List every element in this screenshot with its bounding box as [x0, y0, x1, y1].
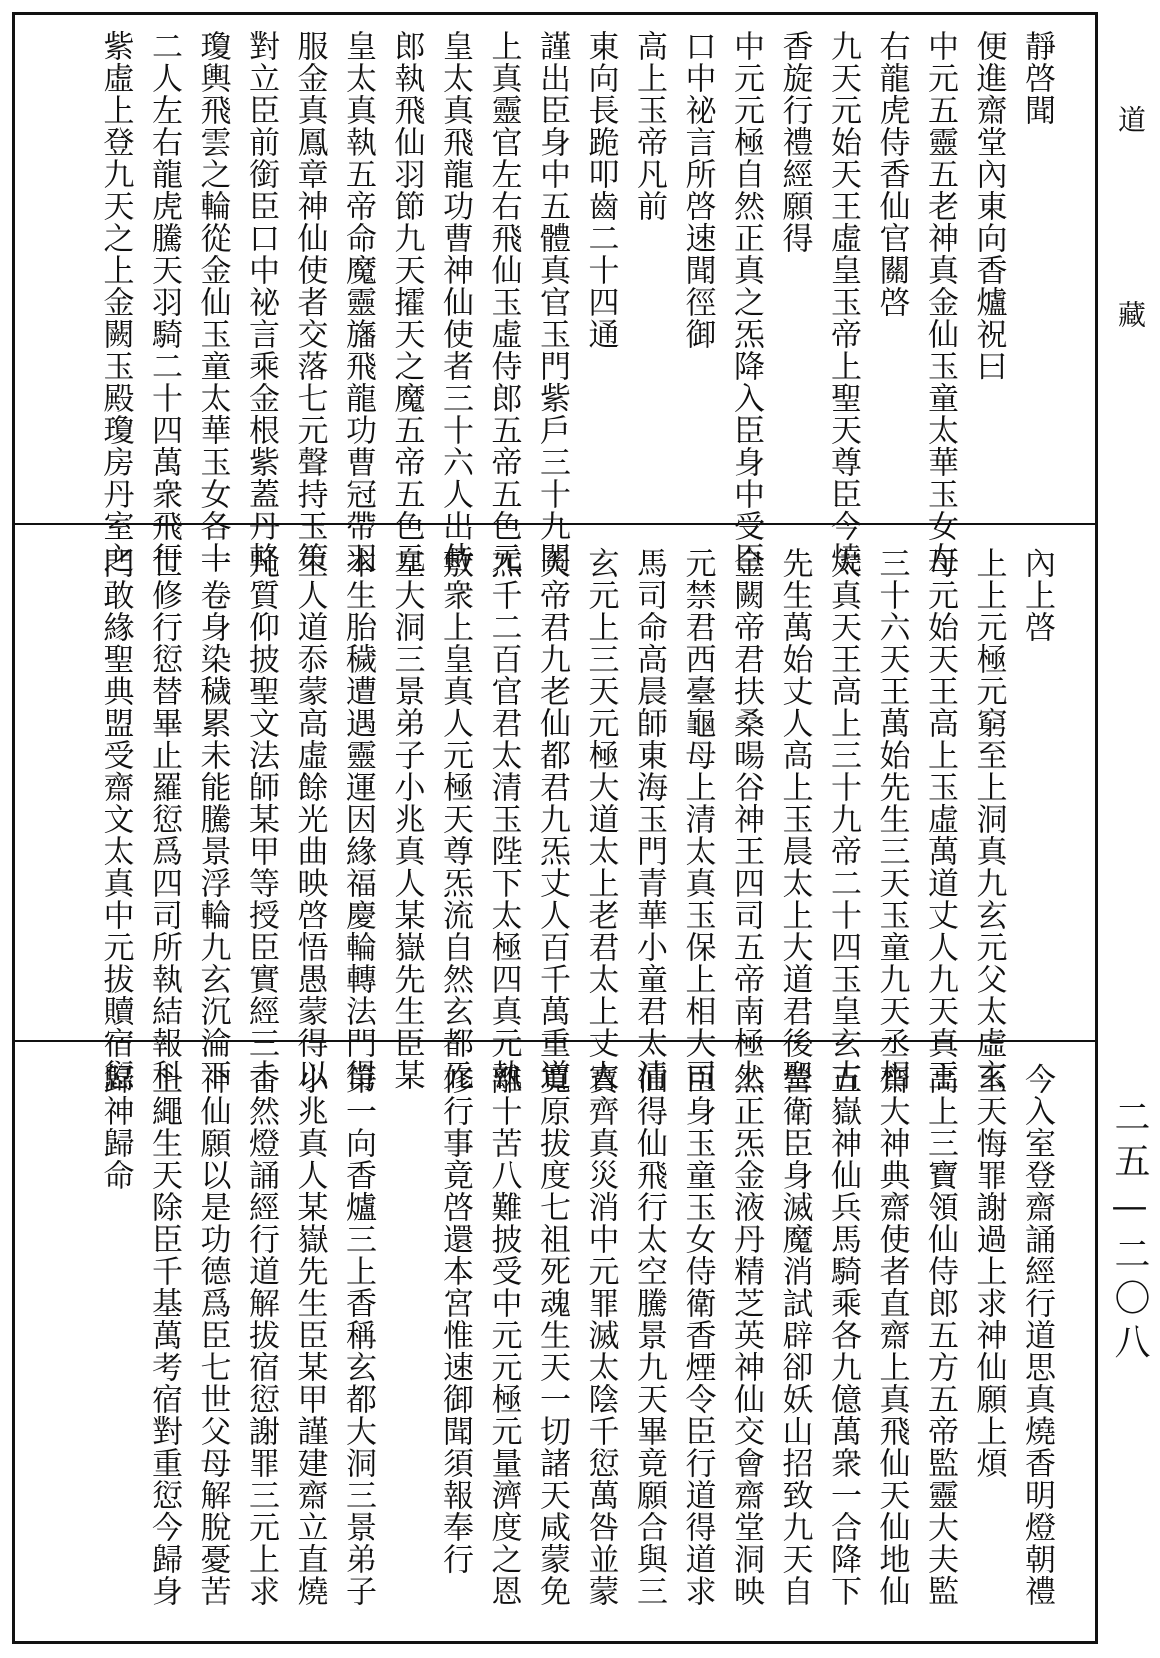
text-column: 天帝君九老仙都君九炁丈人百千萬重道	[534, 547, 570, 1091]
text-column: 上上元極元窮至上洞真九玄元父太虛玄	[970, 547, 1007, 1091]
text-column: 寶齊真災消中元罪滅太陰千愆萬咎並蒙	[582, 1063, 619, 1607]
text-column: 皇太真飛龍功曹神仙使者三十六人出侍	[437, 30, 473, 574]
text-column: 炁千二百官君太清玉陛下太極四真元執	[485, 547, 522, 1091]
page-number: 二五—二〇八	[1109, 1098, 1150, 1367]
text-column: 生人道忝蒙高虛餘光曲映啓悟愚蒙得以	[291, 547, 328, 1091]
text-column: 上繩生天除臣千基萬考宿對重愆今歸身	[146, 1063, 182, 1607]
text-column: 小兆真人某嶽先生臣某甲謹建齋立直燒	[291, 1063, 328, 1607]
text-column: 皇大洞三景弟子小兆真人某嶽先生臣某	[388, 547, 425, 1091]
text-column: 上真靈官左右飛仙玉虛侍郎五帝五色元	[485, 30, 522, 574]
text-column: 齋大神典齋使者直齋上真飛仙天仙地仙	[873, 1063, 910, 1607]
text-column: 今入室登齋誦經行道思真燒香明燈朝禮	[1019, 1063, 1055, 1607]
text-column: 母元始天王高上玉虛萬道丈人九天真王	[922, 547, 958, 1091]
text-column: 中元五靈五老神真金仙玉童太華玉女左	[922, 30, 958, 574]
text-column: 臣身玉童玉女侍衛香煙令臣行道得道求	[679, 1063, 716, 1607]
text-column: 元禁君西臺龜母上清太真玉保上相大司	[679, 547, 716, 1091]
text-column: 玄元上三天元極大道太上老君太上丈人	[582, 547, 619, 1091]
text-column: 三十六天王萬始先生三天玉童九天丞相	[873, 547, 910, 1091]
text-column: 離十苦八難披受中元元極元量濟度之恩	[485, 1063, 522, 1607]
text-column: 金闕帝君扶桑暘谷神王四司五帝南極上	[728, 547, 764, 1091]
text-column: 謹出臣身中五體真官玉門紫戶三十九關	[534, 30, 570, 574]
text-column: 一卷身染穢累未能騰景浮輪九玄沉淪下	[194, 547, 231, 1091]
text-column: 馬司命高晨師東海玉門青華小童君太清	[631, 547, 667, 1091]
text-column: 歸神歸命	[97, 1063, 134, 1191]
book-label-dao: 道	[1114, 105, 1147, 133]
text-column: 神仙願以是功德爲臣七世父母解脫憂苦	[194, 1063, 231, 1607]
text-column: 高上玉帝凡前	[631, 30, 667, 222]
text-column: 香然燈誦經行道解拔宿愆謝罪三元上求	[243, 1063, 279, 1607]
text-column: 修行事竟啓還本宮惟速御聞須報奉行	[437, 1063, 473, 1575]
text-column: 玉天悔罪謝過上求神仙願上煩	[970, 1063, 1007, 1479]
text-column: 仙得仙飛行太空騰景九天畢竟願合與三	[631, 1063, 667, 1607]
text-column: 門敢緣聖典盟受齋文太真中元拔贖宿愆	[97, 547, 134, 1091]
text-column: 對立臣前銜臣口中祕言乘金根紫蓋丹輅	[243, 30, 279, 574]
text-column: 太真天王高上三十九帝二十四玉皇玄古	[825, 547, 861, 1091]
text-column: 寬原拔度七祖死魂生天一切諸天咸蒙免	[534, 1063, 570, 1607]
text-column: 第一向香爐三上香稱玄都大洞三景弟子	[340, 1063, 376, 1607]
text-column: 口中祕言所啓速聞徑御	[679, 30, 716, 350]
text-column: 九天元始天王虛皇玉帝上聖天尊臣今燒	[825, 30, 861, 574]
text-column: 皇太真執五帝命魔靈旛飛龍功曹冠帶羽	[340, 30, 376, 574]
text-column: 郎執飛仙羽節九天攉天之魔五帝五色元	[388, 30, 425, 574]
text-column: 高上三寶領仙侍郎五方五帝監靈大夫監	[922, 1063, 958, 1607]
text-column: 右龍虎侍香仙官關啓	[873, 30, 910, 318]
text-column: 營衛臣身滅魔消試辟卻妖山招致九天自	[776, 1063, 813, 1607]
text-column: 敷衆上皇真人元極天尊炁流自然玄都元	[437, 547, 473, 1091]
text-column: 中元元極自然正真之炁降入臣身中受臣	[728, 30, 764, 574]
text-column: 然正炁金液丹精芝英神仙交會齋堂洞映	[728, 1063, 764, 1607]
text-column: 內上啓	[1019, 547, 1055, 643]
text-column: 東向長跪叩齒二十四通	[582, 30, 619, 350]
text-column: 服金真鳳章神仙使者交落七元聲持玉策	[291, 30, 328, 574]
text-column: 本生胎穢遭遇靈運因緣福慶輪轉法門得	[340, 547, 376, 1091]
text-column: 靜啓聞	[1019, 30, 1055, 126]
book-label-zang: 藏	[1114, 300, 1147, 328]
text-column: 紫虛上登九天之上金闕玉殿瓊房丹室之	[97, 30, 134, 574]
text-column: 便進齋堂內東向香爐祝曰	[970, 30, 1007, 382]
text-column: 先生萬始丈人高上玉晨太上大道君後聖	[776, 547, 813, 1091]
text-column: 凡質仰披聖文法師某甲等授臣實經三十	[243, 547, 279, 1091]
text-column: 瓊輿飛雲之輪從金仙玉童太華玉女各十	[194, 30, 231, 574]
text-column: 五嶽神仙兵馬騎乘各九億萬衆一合降下	[825, 1063, 861, 1607]
text-column: 香旋行禮經願得	[776, 30, 813, 254]
text-column: 世修行愆替畢止羅愆爲四司所執結報科	[146, 547, 182, 1091]
text-column: 二人左右龍虎騰天羽騎二十四萬衆飛行	[146, 30, 182, 574]
